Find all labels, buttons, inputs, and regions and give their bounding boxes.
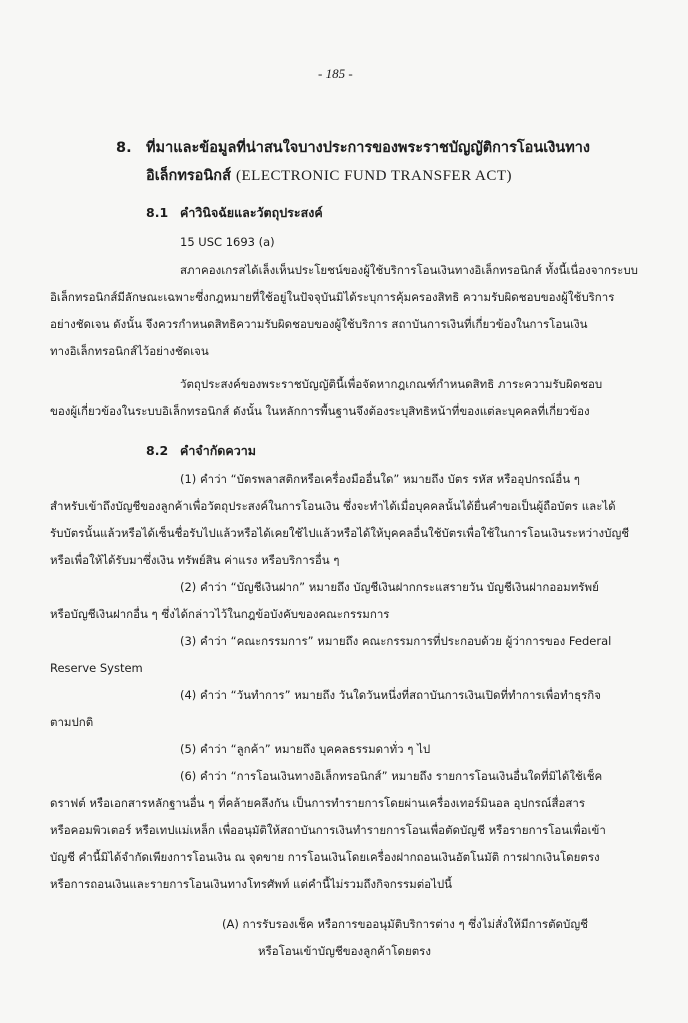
definition-line: หรือบัญชีเงินฝากอื่น ๆ ซึ่งได้กล่าวไว้ในกฎข้อบังคับของคณะกรรมการ xyxy=(50,607,390,621)
definition-line: รับบัตรนั้นแล้วหรือได้เซ็นชื่อรับไปแล้วหรือได้เคยใช้ไปแล้วหรือได้ให้บุคคลอื่นใช้บัตรเพื่อใช้ในการโอนเงินระหว่างบัญชี xyxy=(50,526,630,540)
page-number: - 185 - xyxy=(318,66,353,81)
paragraph-line: สภาคองเกรสได้เล็งเห็นประโยชน์ของผู้ใช้บริการโอนเงินทางอิเล็กทรอนิกส์ ทั้งนี้เนื่องจากระบบ xyxy=(180,263,638,277)
paragraph-line: ทางอิเล็กทรอนิกส์ไว้อย่างชัดเจน xyxy=(50,344,209,358)
subsection-title: คำวินิจฉัยและวัตถุประสงค์ xyxy=(180,205,323,220)
section-title-line2 xyxy=(146,166,512,186)
exclusion-line: หรือโอนเข้าบัญชีของลูกค้าโดยตรง xyxy=(258,944,431,958)
definition-line: (1) คำว่า “บัตรพลาสติกหรือเครื่องมืออื่นใด” หมายถึง บัตร รหัส หรืออุปกรณ์อื่น ๆ xyxy=(180,472,580,486)
section-title-th: อิเล็กทรอนิกส์ xyxy=(146,168,231,184)
definition-line: (4) คำว่า “วันทำการ” หมายถึง วันใดวันหนึ่งที่สถาบันการเงินเปิดที่ทำการเพื่อทำธุรกิจ xyxy=(180,688,602,702)
section-title-line1: ที่มาและข้อมูลที่น่าสนใจบางประการของพระราชบัญญัติการโอนเงินทาง xyxy=(146,140,590,156)
definition-line: บัญชี คำนี้มิได้จำกัดเพียงการโอนเงิน ณ จุดขาย การโอนเงินโดยเครื่องฝากถอนเงินอัตโนมัติ การฝากเงินโดยตรง xyxy=(50,850,600,864)
definition-line: (6) คำว่า “การโอนเงินทางอิเล็กทรอนิกส์” หมายถึง รายการโอนเงินอื่นใดที่มิได้ใช้เช็ค xyxy=(180,769,603,783)
definition-line: ดราฟต์ หรือเอกสารหลักฐานอื่น ๆ ที่คล้ายคลึงกัน เป็นการทำรายการโดยผ่านเครื่องเทอร์มินอล อุปกรณ์สื่อสาร xyxy=(50,796,586,810)
citation: 15 USC 1693 (a) xyxy=(180,235,275,249)
definition-line: (2) คำว่า “บัญชีเงินฝาก” หมายถึง บัญชีเงินฝากกระแสรายวัน บัญชีเงินฝากออมทรัพย์ xyxy=(180,580,599,594)
subsection-number: 8.2 xyxy=(146,443,169,458)
definition-line: สำหรับเข้าถึงบัญชีของลูกค้าเพื่อวัตถุประสงค์ในการโอนเงิน ซึ่งจะทำได้เมื่อบุคคลนั้นได้ยื่นคำขอเป็นผู้ถือบัตร และได้ xyxy=(50,499,616,513)
definition-line: หรือการถอนเงินและรายการโอนเงินทางโทรศัพท์ แต่คำนี้ไม่รวมถึงกิจกรรมต่อไปนี้ xyxy=(50,877,453,891)
section-title-en: (ELECTRONIC FUND TRANSFER ACT) xyxy=(236,168,512,184)
paragraph-line: อย่างชัดเจน ดังนั้น จึงควรกำหนดสิทธิความรับผิดชอบของผู้ใช้บริการ สถาบันการเงินที่เกี่ยวข้องในการโอนเงิน xyxy=(50,317,588,331)
definition-line: ตามปกติ xyxy=(50,715,94,729)
paragraph-line: อิเล็กทรอนิกส์มีลักษณะเฉพาะซึ่งกฎหมายที่ใช้อยู่ในปัจจุบันมิได้ระบุการคุ้มครองสิทธิ ความรับผิดชอบของผู้ใช้บริการ xyxy=(50,290,615,304)
definition-line: หรือคอมพิวเตอร์ หรือเทปแม่เหล็ก เพื่ออนุมัติให้สถาบันการเงินทำรายการโอนเพื่อตัดบัญชี หรือรายการโอนเพื่อเข้า xyxy=(50,823,606,837)
definition-line: หรือเพื่อให้ได้รับมาซึ่งเงิน ทรัพย์สิน ค่าแรง หรือบริการอื่น ๆ xyxy=(50,553,340,567)
definition-line: Reserve System xyxy=(50,661,143,675)
subsection-title: คำจำกัดความ xyxy=(180,443,257,458)
definition-line: (3) คำว่า “คณะกรรมการ” หมายถึง คณะกรรมการที่ประกอบด้วย ผู้ว่าการของ Federal xyxy=(180,634,612,648)
section-number: 8. xyxy=(116,140,132,156)
paragraph-line: ของผู้เกี่ยวข้องในระบบอิเล็กทรอนิกส์ ดังนั้น ในหลักการพื้นฐานจึงต้องระบุสิทธิหน้าที่ของแต่ละบุคคลที่เกี่ยวข้อง xyxy=(50,404,590,418)
paragraph-line: วัตถุประสงค์ของพระราชบัญญัตินี้เพื่อจัดหากฎเกณฑ์กำหนดสิทธิ ภาระความรับผิดชอบ xyxy=(180,377,603,391)
exclusion-line: (A) การรับรองเช็ค หรือการขออนุมัติบริการต่าง ๆ ซึ่งไม่สั่งให้มีการตัดบัญชี xyxy=(222,917,588,931)
definition-line: (5) คำว่า “ลูกค้า” หมายถึง บุคคลธรรมดาทั่ว ๆ ไป xyxy=(180,742,431,756)
subsection-number: 8.1 xyxy=(146,205,169,220)
